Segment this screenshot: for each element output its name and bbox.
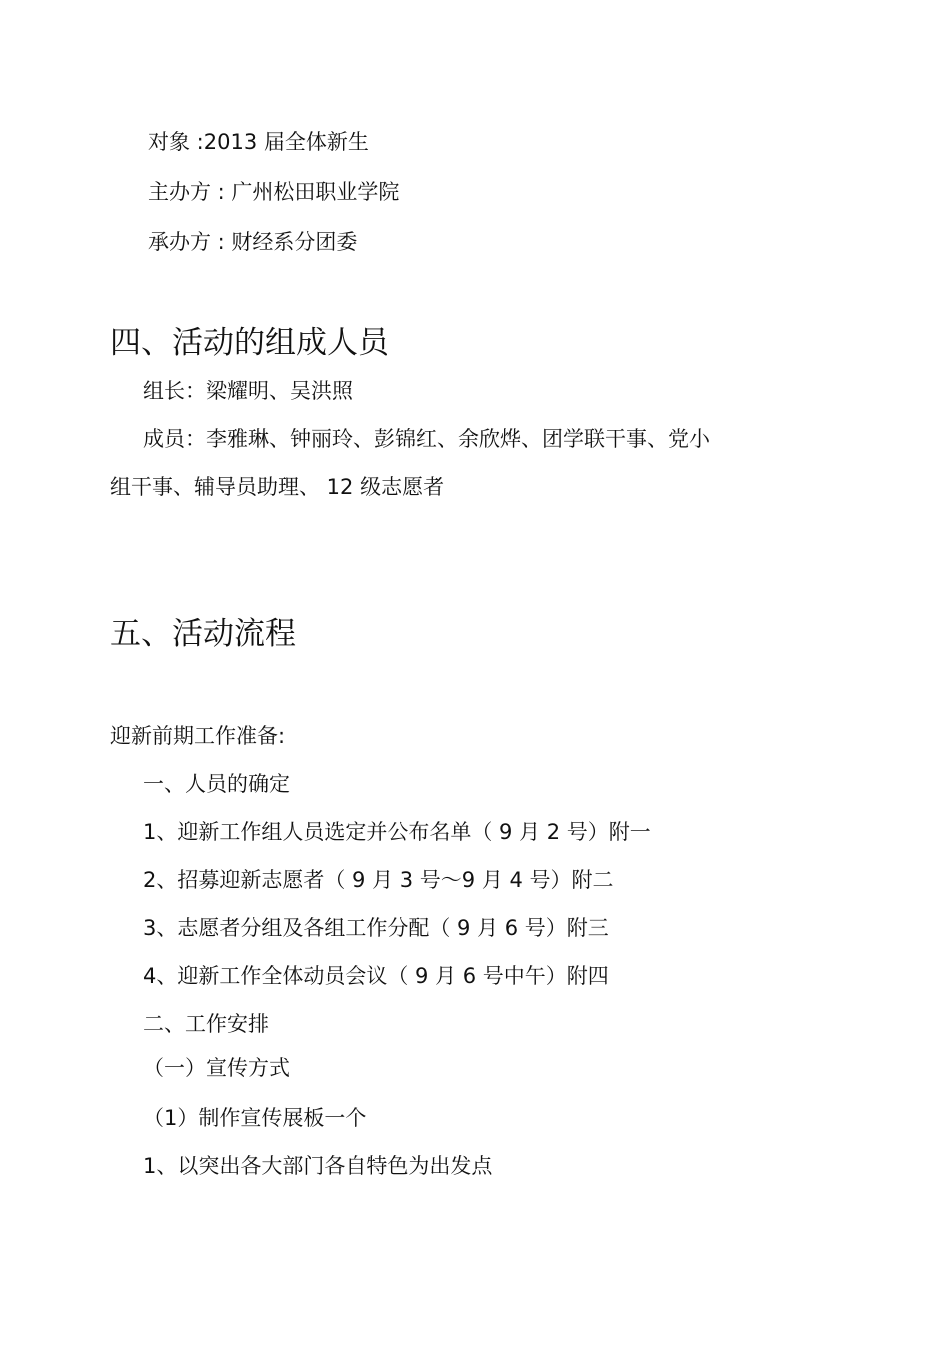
host-line: 主办方 : 广州松田职业学院 [148,180,400,204]
list-item: 4、迎新工作全体动员会议（ 9 月 6 号中午）附四 [143,964,609,988]
target-line: 对象 :2013 届全体新生 [148,130,369,154]
part1-title: 一、人员的确定 [143,772,290,796]
leaders-line: 组长：梁耀明、吴洪照 [143,379,353,403]
prep-title: 迎新前期工作准备: [110,724,286,748]
part2-title: 二、工作安排 [143,1012,269,1036]
list-item: 2、招募迎新志愿者（ 9 月 3 号～9 月 4 号）附二 [143,868,614,892]
sub1-title: （一）宣传方式 [143,1056,290,1080]
members-line-2: 组干事、辅导员助理、 12 级志愿者 [110,475,445,499]
members-line-1: 成员：李雅琳、钟丽玲、彭锦红、余欣烨、团学联干事、党小 [143,427,710,451]
sub1-point1: 1、以突出各大部门各自特色为出发点 [143,1154,493,1178]
organizer-line: 承办方 : 财经系分团委 [148,230,358,254]
section4-heading: 四、活动的组成人员 [110,325,389,361]
list-item: 3、志愿者分组及各组工作分配（ 9 月 6 号）附三 [143,916,609,940]
sub1-item1: （1）制作宣传展板一个 [143,1106,367,1130]
list-item: 1、迎新工作组人员选定并公布名单（ 9 月 2 号）附一 [143,820,651,844]
section5-heading: 五、活动流程 [110,616,296,652]
